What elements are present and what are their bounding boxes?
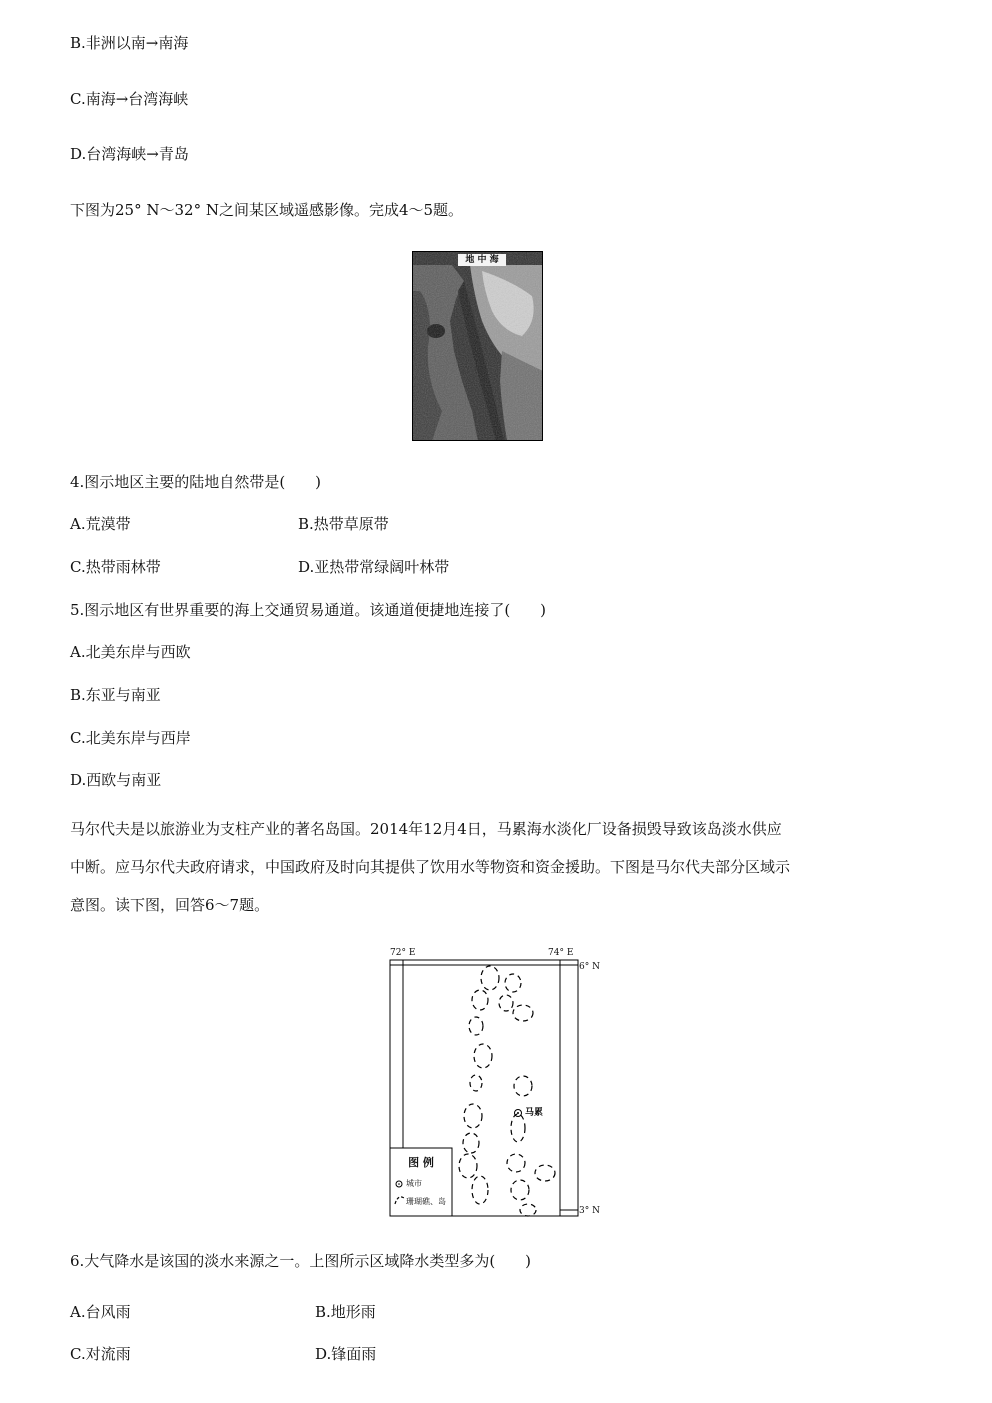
legend-city: 城市 (406, 1179, 422, 1188)
label-6n: 6° N (579, 962, 600, 972)
intro-q6-7-line2: 中断。应马尔代夫政府请求，中国政府及时向其提供了饮用水等物资和资金援助。下图是马尔代夫部分区域示 (70, 858, 791, 876)
q6-stem: 6.大气降水是该国的淡水来源之一。上图所示区域降水类型多为( ) (70, 1252, 532, 1270)
q4-option-c: C.热带雨林带 (70, 558, 161, 576)
legend-reef: 珊瑚礁、岛 (406, 1197, 446, 1206)
intro-q6-7-line3: 意图。读下图，回答6～7题。 (70, 896, 270, 914)
q5-option-b: B.东亚与南亚 (70, 686, 161, 704)
intro-q6-7-line1: 马尔代夫是以旅游业为支柱产业的著名岛国。2014年12月4日，马累海水淡化厂设备损毁导致该岛淡水供应 (70, 820, 782, 838)
option-q3-c: C.南海→台湾海峡 (70, 90, 189, 108)
intro-q4-5: 下图为25° N～32° N之间某区域遥感影像。完成4～5题。 (70, 201, 464, 219)
q4-option-d: D.亚热带常绿阔叶林带 (298, 558, 450, 576)
option-q3-d: D.台湾海峡→青岛 (70, 145, 189, 163)
q5-option-d: D.西欧与南亚 (70, 771, 162, 789)
label-3n: 3° N (579, 1206, 600, 1216)
option-q3-b: B.非洲以南→南海 (70, 34, 189, 52)
satellite-label: 地 中 海 (465, 255, 499, 265)
q4-stem: 4.图示地区主要的陆地自然带是( ) (70, 473, 322, 491)
q5-option-c: C.北美东岸与西岸 (70, 729, 191, 747)
satellite-image-drawing (412, 251, 543, 441)
maldives-map (388, 948, 603, 1220)
q4-option-a: A.荒漠带 (70, 515, 131, 533)
intro-q6-7 (70, 810, 920, 924)
q4-option-b: B.热带草原带 (298, 515, 389, 533)
q6-option-a: A.台风雨 (70, 1303, 131, 1321)
label-72e: 72° E (390, 948, 416, 958)
q6-option-d: D.锋面雨 (315, 1345, 377, 1363)
q5-option-a: A.北美东岸与西欧 (70, 643, 191, 661)
label-74e: 74° E (548, 948, 574, 958)
q6-option-c: C.对流雨 (70, 1345, 131, 1363)
city-male-label: 马累 (525, 1108, 544, 1118)
q6-option-b: B.地形雨 (315, 1303, 376, 1321)
legend-title: 图 例 (408, 1156, 434, 1169)
q5-stem: 5.图示地区有世界重要的海上交通贸易通道。该通道便捷地连接了( ) (70, 601, 547, 619)
satellite-image (412, 251, 543, 441)
